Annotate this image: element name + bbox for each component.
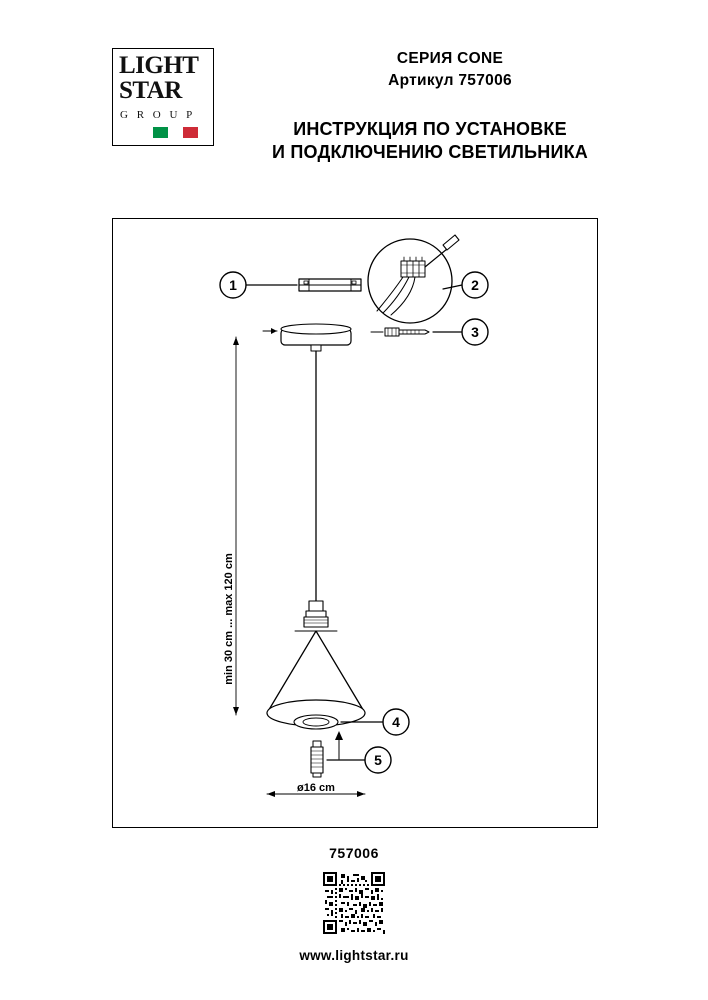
height-dimension-label: min 30 cm ... max 120 cm	[223, 553, 235, 685]
page-title-line-2: И ПОДКЛЮЧЕНИЮ СВЕТИЛЬНИКА	[272, 142, 588, 162]
ceiling-canopy	[281, 324, 351, 351]
installation-diagram	[113, 219, 595, 825]
logo-line-2: STAR	[119, 77, 182, 104]
logo-line-1: LIGHT	[119, 52, 199, 79]
cone-shade	[267, 631, 365, 726]
article-line: Артикул 757006	[388, 72, 512, 89]
page-header	[0, 40, 708, 170]
callout-5-label: 5	[374, 752, 382, 768]
screw-and-dowel-part	[371, 328, 429, 336]
qr-code	[323, 872, 385, 934]
callout-3	[433, 319, 488, 345]
callout-4-label: 4	[392, 714, 400, 730]
logo-wordmark	[119, 53, 198, 103]
mounting-bracket-part	[299, 279, 379, 291]
lamp-holder	[304, 601, 328, 627]
lamp-bulb	[311, 731, 343, 777]
diameter-dimension-label: ø16 cm	[297, 782, 335, 794]
callout-1-label: 1	[229, 277, 237, 293]
brand-logo	[112, 48, 214, 146]
logo-group-text: G R O U P	[120, 109, 196, 121]
installation-diagram-frame	[112, 218, 598, 828]
callout-3-label: 3	[471, 324, 479, 340]
series-line: СЕРИЯ CONE	[396, 50, 504, 67]
italian-flag-icon	[153, 127, 198, 138]
page-title-line-1: ИНСТРУКЦИЯ ПО УСТАНОВКЕ	[293, 119, 567, 139]
callout-2-label: 2	[471, 277, 479, 293]
footer-article-code: 757006	[329, 845, 379, 861]
diffuser-ring	[294, 715, 338, 729]
page-title	[200, 118, 660, 164]
website-url: www.lightstar.ru	[299, 948, 409, 963]
detail-bubble	[368, 235, 459, 323]
ceiling-level-marker	[263, 328, 277, 334]
